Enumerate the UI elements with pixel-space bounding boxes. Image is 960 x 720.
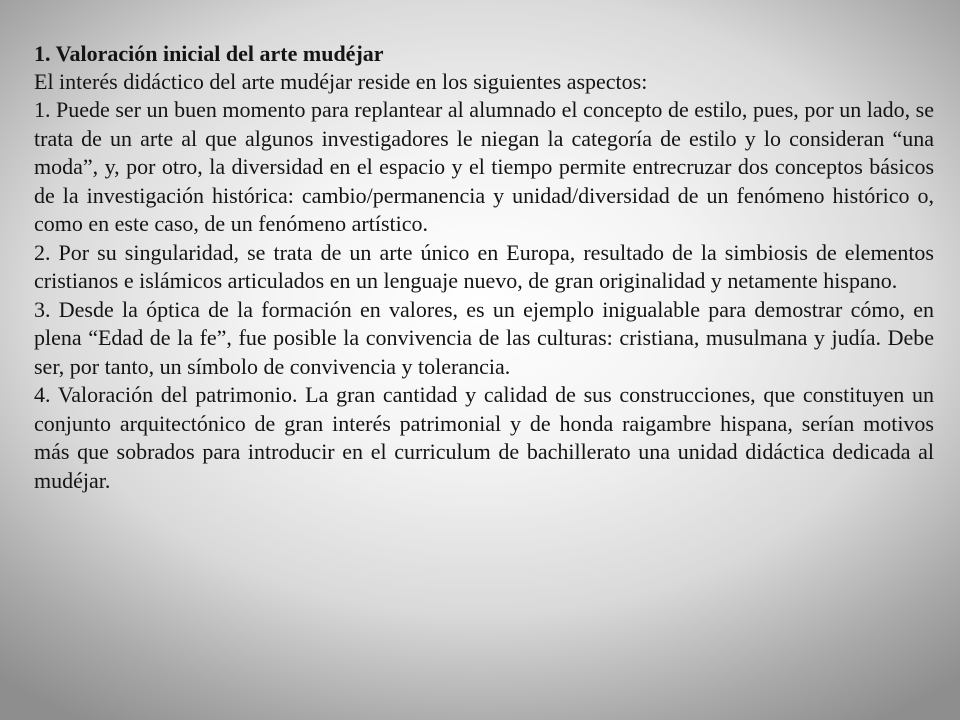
intro-text: El interés didáctico del arte mudéjar reside en los siguientes aspectos:	[34, 69, 648, 94]
paragraph-3: 3. Desde la óptica de la formación en valores, es un ejemplo inigualable para demostrar cómo, en plena “Edad de la fe”, fue posible la convivencia de las culturas: cristiana, musulmana y judía. Debe ser, por tanto, un símbolo de convivencia y tolerancia.	[34, 296, 934, 379]
paragraph-4: 4. Valoración del patrimonio. La gran cantidad y calidad de sus construcciones, que constituyen un conjunto arquitectónico de gran interés patrimonial y de honda raigambre hispana, serían motivos más que sobrados para introducir en el curriculum de bachillerato una unidad didáctica dedicada al mudéjar.	[34, 382, 934, 493]
slide-title: 1. Valoración inicial del arte mudéjar	[34, 41, 384, 66]
paragraph-2: 2. Por su singularidad, se trata de un arte único en Europa, resultado de la simbiosis de elementos cristianos e islámicos articulados en un lenguaje nuevo, de gran originalidad y netamente hispano.	[34, 239, 934, 293]
slide-content	[34, 40, 934, 495]
paragraph-1: 1. Puede ser un buen momento para replantear al alumnado el concepto de estilo, pues, por un lado, se trata de un arte al que algunos investigadores le niegan la categoría de estilo y lo consideran “una moda”, y, por otro, la diversidad en el espacio y el tiempo permite entrecruzar dos conceptos básicos de la investigación histórica: cambio/permanencia y unidad/diversidad de un fenómeno histórico o, como en este caso, de un fenómeno artístico.	[34, 97, 934, 236]
